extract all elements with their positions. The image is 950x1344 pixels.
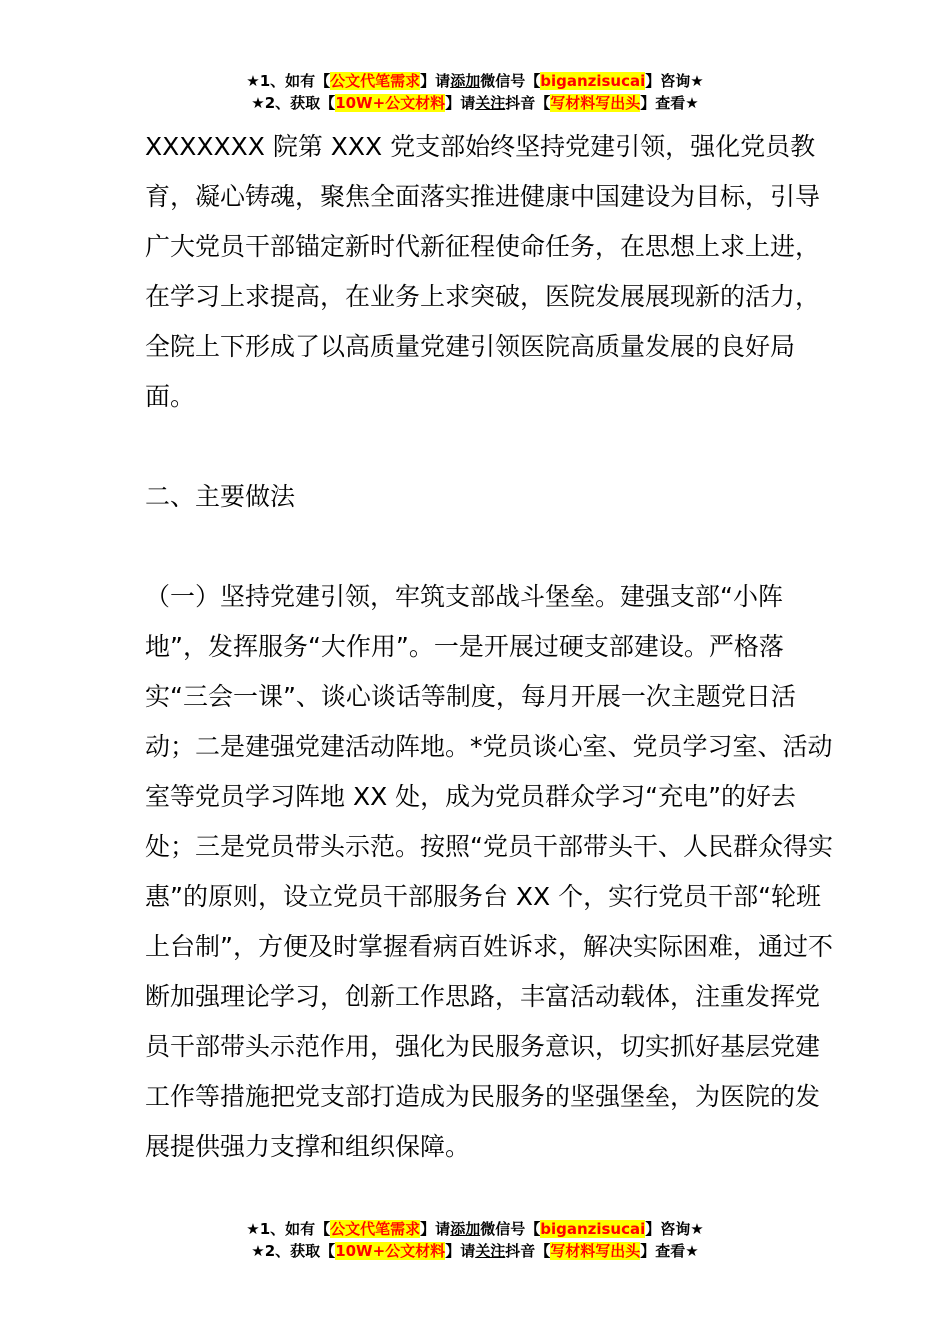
douyin-account: 写材料写出头: [550, 94, 641, 112]
wechat-id: biganzisucai: [540, 1220, 646, 1238]
banner-text: 】请: [420, 72, 451, 90]
banner-text: 】咨询★: [645, 72, 704, 90]
body-paragraph: （一）坚持党建引领，牢筑支部战斗堡垒。建强支部“小阵地”，发挥服务“大作用”。一是开展过硬支部建设。严格落实“三会一课”、谈心谈话等制度，每月开展一次主题党日活动；二是建强党建活动阵地。*党员谈心室、党员学习室、活动室等党员学习阵地 XX 处，成为党员群众学习“充电”的好去处；三是党员带头示范。按照“党员干部带头干、人民群众得实惠”的原则，设立党员干部服务台 XX 个，实行党员干部“轮班上台制”，方便及时掌握看病百姓诉求，解决实际困难，通过不断加强理论学习，创新工作思路，丰富活动载体，注重发挥党员干部带头示范作用，强化为民服务意识，切实抓好基层党建工作等措施把党支部打造成为民服务的坚强堡垒，为医院的发展提供强力支撑和组织保障。: [145, 582, 833, 1161]
banner-line-1: [0, 1218, 950, 1240]
spacer: [145, 522, 835, 572]
highlight-text: 公文代笔需求: [330, 1220, 421, 1238]
highlight-text: 10W+公文材料: [335, 1242, 446, 1260]
banner-text: 抖音【: [505, 94, 551, 112]
intro-paragraph: XXXXXXX 院第 XXX 党支部始终坚持党建引领，强化党员教育，凝心铸魂，聚焦全面落实推进健康中国建设为目标，引导广大党员干部锚定新时代新征程使命任务，在思想上求上进，在学习上求提高，在业务上求突破，医院发展展现新的活力，全院上下形成了以高质量党建引领医院高质量发展的良好局面。: [145, 132, 821, 411]
banner-text: 】请: [445, 94, 476, 112]
banner-text: 微信号【: [480, 72, 541, 90]
wechat-id: biganzisucai: [540, 72, 646, 90]
banner-text: 】请: [420, 1220, 451, 1238]
banner-text: 】请: [445, 1242, 476, 1260]
banner-text: 】查看★: [640, 94, 699, 112]
highlight-text: 公文代笔需求: [330, 72, 421, 90]
banner-text: 微信号【: [480, 1220, 541, 1238]
header-banner: [0, 70, 950, 114]
underlined-text: 关注: [475, 1242, 506, 1260]
banner-text: ★1、如有【: [246, 1220, 331, 1238]
document-body: [145, 122, 835, 1172]
banner-line-1: [0, 70, 950, 92]
banner-text: ★2、获取【: [251, 1242, 336, 1260]
underlined-text: 关注: [475, 94, 506, 112]
spacer: [145, 422, 835, 472]
banner-line-2: [0, 92, 950, 114]
underlined-text: 添加: [450, 72, 481, 90]
banner-text: 】咨询★: [645, 1220, 704, 1238]
highlight-text: 10W+公文材料: [335, 94, 446, 112]
banner-text: 】查看★: [640, 1242, 699, 1260]
banner-text: 抖音【: [505, 1242, 551, 1260]
douyin-account: 写材料写出头: [550, 1242, 641, 1260]
underlined-text: 添加: [450, 1220, 481, 1238]
banner-text: ★1、如有【: [246, 72, 331, 90]
section-heading: 二、主要做法: [145, 482, 296, 511]
banner-text: ★2、获取【: [251, 94, 336, 112]
banner-line-2: [0, 1240, 950, 1262]
footer-banner: [0, 1218, 950, 1262]
